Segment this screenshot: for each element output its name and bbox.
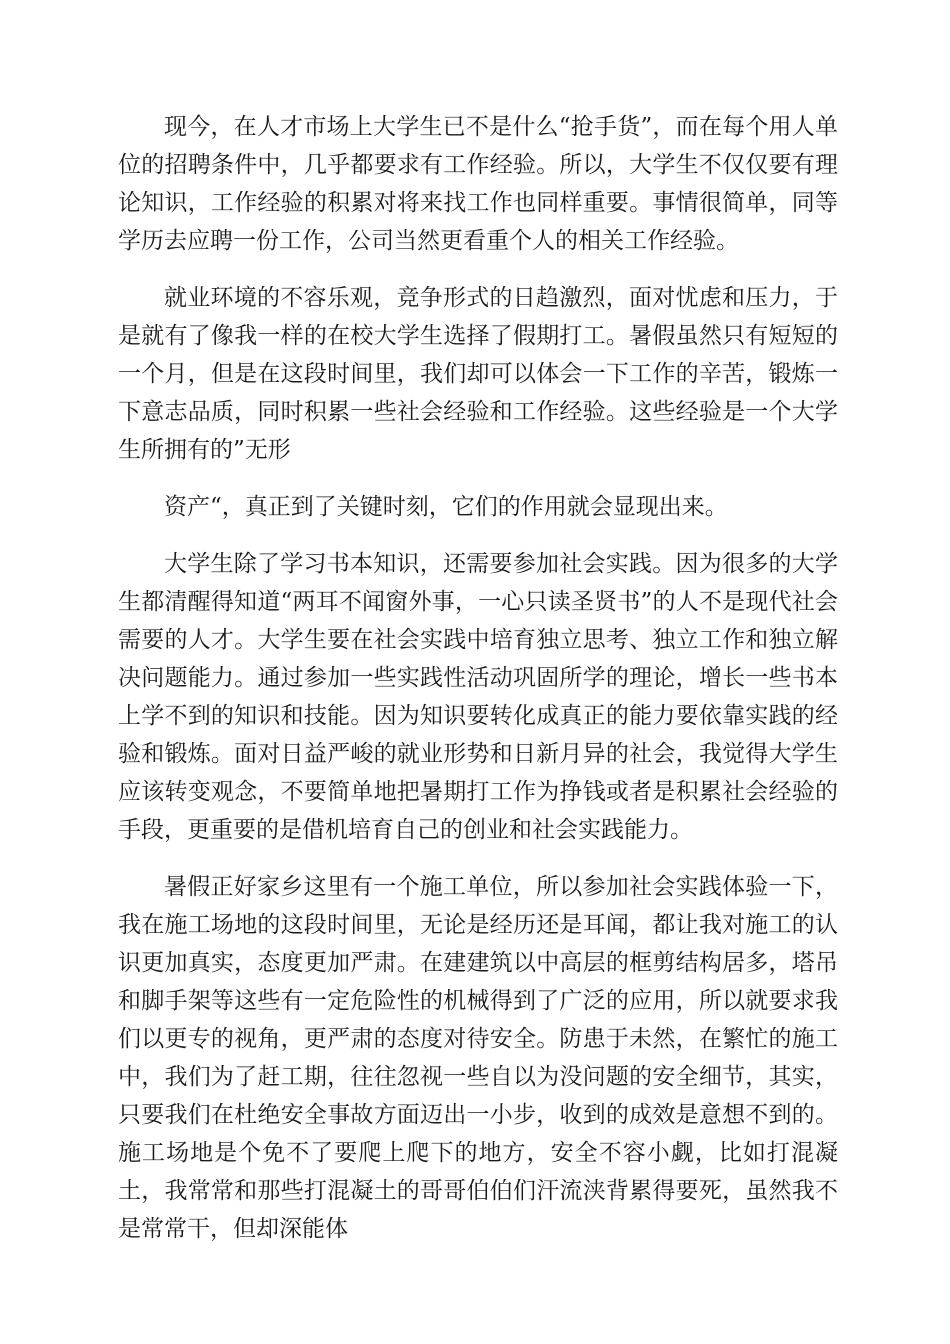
paragraph-4: 大学生除了学习书本知识，还需要参加社会实践。因为很多的大学生都清醒得知道“两耳不闻窗外事，一心只读圣贤书”的人不是现代社会需要的人才。大学生要在社会实践中培育独立思考、独立工作和独立解决问题能力。通过参加一些实践性活动巩固所学的理论，增长一些书本上学不到的知识和技能。因为知识要转化成真正的能力要依靠实践的经验和锻炼。面对日益严峻的就业形势和日新月异的社会，我觉得大学生应该转变观念，不要简单地把暑期打工作为挣钱或者是积累社会经验的手段，更重要的是借机培育自己的创业和社会实践能力。 bbox=[118, 551, 838, 843]
paragraph-5: 暑假正好家乡这里有一个施工单位，所以参加社会实践体验一下，我在施工场地的这段时间里，无论是经历还是耳闻，都让我对施工的认识更加真实，态度更加严肃。在建建筑以中高层的框剪结构居多，塔吊和脚手架等这些有一定危险性的机械得到了广泛的应用，所以就要求我们以更专的视角，更严肃的态度对待安全。防患于未然，在繁忙的施工中，我们为了赶工期，往往忽视一些自以为没问题的安全细节，其实，只要我们在杜绝安全事故方面迈出一小步，收到的成效是意想不到的。施工场地是个免不了要爬上爬下的地方，安全不容小觑，比如打混凝土，我常常和那些打混凝土的哥哥伯伯们汗流浃背累得要死，虽然我不是常常干，但却深能体 bbox=[118, 874, 838, 1242]
paragraph-2: 就业环境的不容乐观，竞争形式的日趋激烈，面对忧虑和压力，于是就有了像我一样的在校大学生选择了假期打工。暑假虽然只有短短的一个月，但是在这段时间里，我们却可以体会一下工作的辛苦，锻炼一下意志品质，同时积累一些社会经验和工作经验。这些经验是一个大学生所拥有的”无形 bbox=[118, 285, 838, 463]
paragraph-3: 资产“，真正到了关键时刻，它们的作用就会显现出来。 bbox=[164, 494, 728, 520]
paragraph-1: 现今，在人才市场上大学生已不是什么“抢手货”，而在每个用人单位的招聘条件中，几乎都要求有工作经验。所以，大学生不仅仅要有理论知识，工作经验的积累对将来找工作也同样重要。事情很简单，同等学历去应聘一份工作，公司当然更看重个人的相关工作经验。 bbox=[118, 114, 838, 254]
document-body bbox=[118, 108, 838, 1267]
